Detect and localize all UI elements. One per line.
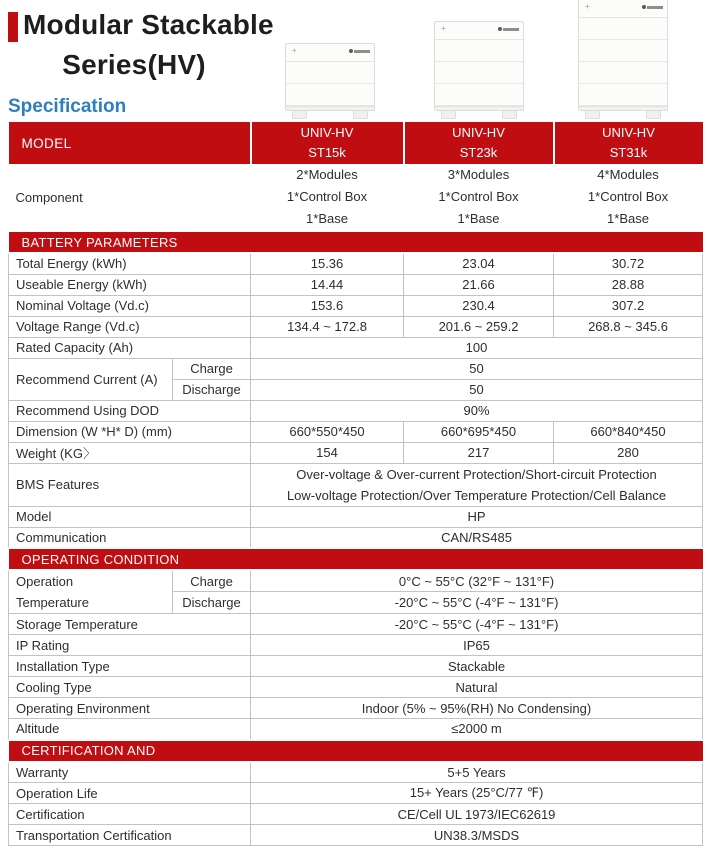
value-cell: 660*840*450 (554, 421, 703, 442)
value-cell: 134.4 ~ 172.8 (251, 316, 404, 337)
value-cell: 100 (251, 337, 703, 358)
battery-module-section (579, 84, 667, 106)
row-label: Installation Type (9, 656, 251, 677)
battery-module-section (435, 84, 523, 106)
foot (502, 111, 517, 119)
component-cell: 3*Modules 1*Control Box 1*Base (438, 167, 519, 226)
row-label: Altitude (9, 719, 251, 740)
value-cell: 50 (251, 379, 703, 400)
specification-heading: Specification (8, 96, 127, 117)
row-label: BMS Features (9, 463, 251, 506)
row-label: Component (15, 189, 83, 205)
product-images (0, 0, 710, 121)
brand-logo-icon (642, 5, 663, 9)
battery-module-section (579, 62, 667, 84)
value-cell: ≤2000 m (251, 719, 703, 740)
value-cell: 23.04 (404, 253, 554, 274)
row-label: Recommend Current (A) (9, 358, 173, 400)
base-section (286, 106, 374, 110)
row-label: Useable Energy (kWh) (9, 274, 251, 295)
value-cell: Stackable (251, 656, 703, 677)
section-header: OPERATING CONDITION (9, 548, 703, 570)
section-header: CERTIFICATION AND (9, 740, 703, 762)
battery-module-section (286, 84, 374, 106)
row-label: Operation Life (9, 783, 251, 804)
base-section (579, 106, 667, 110)
row-label: Nominal Voltage (Vd.c) (9, 295, 251, 316)
foot (585, 111, 600, 119)
row-label: IP Rating (9, 635, 251, 656)
row-sublabel: Discharge (173, 592, 251, 614)
control-box-section (286, 44, 374, 62)
row-label: Communication (9, 527, 251, 548)
row-label: Rated Capacity (Ah) (9, 337, 251, 358)
value-cell: 217 (404, 442, 554, 463)
value-cell: 15.36 (251, 253, 404, 274)
value-cell: 307.2 (554, 295, 703, 316)
brand-logo-icon (349, 49, 370, 53)
product-image (578, 0, 668, 119)
plus-icon: + (441, 24, 446, 33)
row-label: Transportation Certification (9, 825, 251, 846)
value-cell: 90% (251, 400, 703, 421)
battery-module-section (286, 62, 374, 84)
base-section (435, 106, 523, 110)
row-label: Certification (9, 804, 251, 825)
foot (353, 111, 368, 119)
value-cell: 14.44 (251, 274, 404, 295)
row-sublabel: Discharge (173, 379, 251, 400)
value-cell: -20°C ~ 55°C (-4°F ~ 131°F) (251, 614, 703, 635)
value-cell: HP (251, 506, 703, 527)
battery-module-section (579, 40, 667, 62)
value-cell: 0°C ~ 55°C (32°F ~ 131°F) (251, 570, 703, 592)
value-cell: CE/Cell UL 1973/IEC62619 (251, 804, 703, 825)
value-cell: CAN/RS485 (251, 527, 703, 548)
value-cell: 268.8 ~ 345.6 (554, 316, 703, 337)
row-label: Weight (KG〉 (9, 442, 251, 463)
value-cell: 660*695*450 (404, 421, 554, 442)
value-cell: IP65 (251, 635, 703, 656)
row-label: Recommend Using DOD (9, 400, 251, 421)
foot (292, 111, 307, 119)
row-sublabel: Charge (173, 358, 251, 379)
value-cell: 280 (554, 442, 703, 463)
value-cell: 30.72 (554, 253, 703, 274)
value-cell: Over-voltage & Over-current Protection/Short-circuit Protection Low-voltage Protection/Over Temperature Protection/Cell Balance (251, 463, 703, 506)
component-cell: 4*Modules 1*Control Box 1*Base (587, 167, 669, 226)
plus-icon: + (292, 46, 297, 55)
spec-table (8, 122, 703, 846)
page-title-line1: Modular Stackable (23, 9, 274, 40)
value-cell: 50 (251, 358, 703, 379)
value-cell: Indoor (5% ~ 95%(RH) No Condensing) (251, 698, 703, 719)
value-cell: 201.6 ~ 259.2 (404, 316, 554, 337)
row-label: Total Energy (kWh) (9, 253, 251, 274)
control-box-section (579, 0, 667, 18)
foot (441, 111, 456, 119)
battery-module-section (435, 62, 523, 84)
product-image (434, 21, 524, 119)
product-image (285, 43, 375, 119)
value-cell: Natural (251, 677, 703, 698)
row-label: Operating Environment (9, 698, 251, 719)
battery-module-section (579, 18, 667, 40)
model-name-cell: UNIV-HV ST23k (404, 122, 554, 164)
value-cell: 5+5 Years (251, 762, 703, 783)
value-cell: 15+ Years (25°C/77 ℉) (251, 783, 703, 804)
value-cell: 660*550*450 (251, 421, 404, 442)
section-header: BATTERY PARAMETERS (9, 231, 703, 253)
row-label: Model (9, 506, 251, 527)
row-label: Storage Temperature (9, 614, 251, 635)
row-label: Dimension (W *H* D) (mm) (9, 421, 251, 442)
page-title-line2: Series(HV) (62, 49, 206, 80)
row-label: Cooling Type (9, 677, 251, 698)
row-label: Voltage Range (Vd.c) (9, 316, 251, 337)
value-cell: UN38.3/MSDS (251, 825, 703, 846)
row-label: Warranty (9, 762, 251, 783)
foot (646, 111, 661, 119)
row-label: Operation Temperature (9, 570, 173, 614)
value-cell: 154 (251, 442, 404, 463)
value-cell: -20°C ~ 55°C (-4°F ~ 131°F) (251, 592, 703, 614)
plus-icon: + (585, 2, 590, 11)
value-cell: 28.88 (554, 274, 703, 295)
value-cell: 153.6 (251, 295, 404, 316)
value-cell: 230.4 (404, 295, 554, 316)
model-header-label: MODEL (9, 122, 251, 164)
model-name-cell: UNIV-HV ST31k (554, 122, 703, 164)
brand-logo-icon (498, 27, 519, 31)
battery-module-section (435, 40, 523, 62)
component-cell: 2*Modules 1*Control Box 1*Base (286, 167, 368, 226)
model-name-cell: UNIV-HV ST15k (251, 122, 404, 164)
control-box-section (435, 22, 523, 40)
row-sublabel: Charge (173, 570, 251, 592)
value-cell: 21.66 (404, 274, 554, 295)
